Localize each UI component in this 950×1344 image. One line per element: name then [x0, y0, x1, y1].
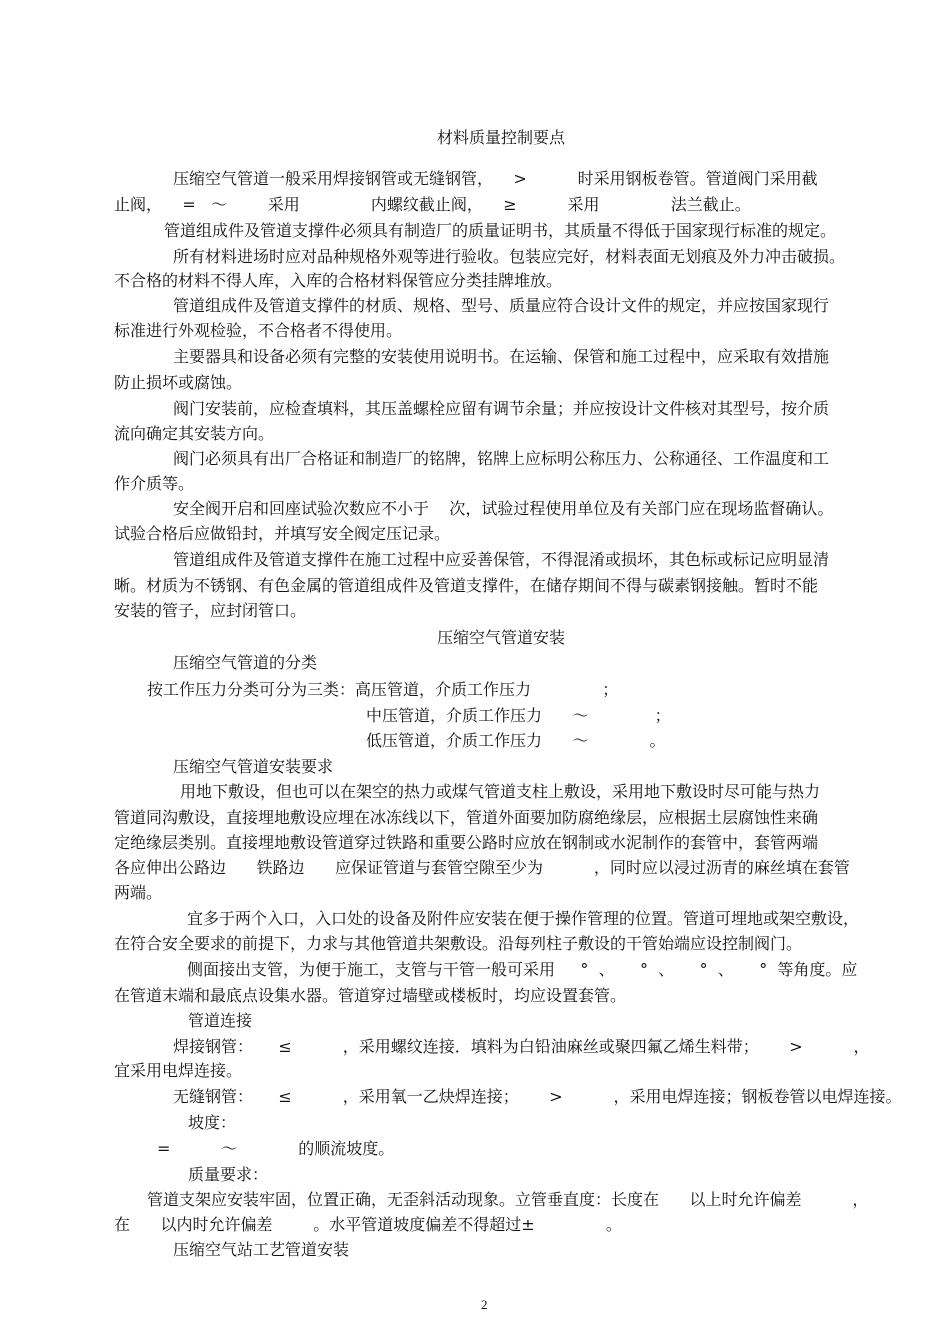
text-line: 用地下敷设，但也可以在架空的热力或煤气管道支柱上敷设，采用地下敷设时尽可能与热力	[180, 782, 821, 801]
text-line: 压缩空气管道一般采用焊接钢管或无缝钢管， > 时采用钢板卷管。管道阀门采用截	[173, 169, 818, 188]
text-line: 管道支架应安装牢固，位置正确，无歪斜活动现象。立管垂直度：长度在 以上时允许偏差 ，	[147, 1190, 869, 1209]
text-line: 主要器具和设备必须有完整的安装使用说明书。在运输、保管和施工过程中，应采取有效措施	[173, 347, 830, 366]
text-line: 在管道末端和最底点设集水器。管道穿过墙壁或楼板时，均应设置套管。	[114, 986, 627, 1005]
text-line: 管道组成件及管道支撑件在施工过程中应妥善保管，不得混淆或损坏，其色标或标记应明显清	[173, 550, 830, 569]
text-line: 阀门必须具有出厂合格证和制造厂的铭牌，铭牌上应标明公称压力、公称通径、工作温度和工	[173, 449, 830, 468]
text-line: 安全阀开启和回座试验次数应不小于 次，试验过程使用单位及有关部门应在现场监督确认。	[173, 499, 834, 518]
text-line: 试验合格后应做铅封，并填写安全阀定压记录。	[114, 524, 451, 543]
text-line: 焊接钢管： ≤ ，采用螺纹连接．填料为白铅油麻丝或聚四氟乙烯生料带； > ，	[173, 1037, 870, 1056]
text-line: 无缝钢管： ≤ ，采用氧一乙炔焊连接； > ，采用电焊连接；钢板卷管以电焊连接。	[173, 1087, 902, 1106]
text-line: 压缩空气管道的分类	[173, 653, 318, 672]
text-line: 宜多于两个入口，入口处的设备及附件应安装在便于操作管理的位置。管道可埋地或架空敷设，	[187, 909, 860, 928]
text-line: 按工作压力分类可分为三类：高压管道，介质工作压力 ；	[147, 680, 619, 699]
text-line: 低压管道，介质工作压力 ～ 。	[366, 731, 666, 750]
text-line: 压缩空气站工艺管道安装	[173, 1240, 350, 1259]
text-line: 管道同沟敷设，直接埋地敷设应埋在冰冻线以下，管道外面要加防腐绝缘层，应根据土层腐蚀性来确	[114, 808, 819, 827]
text-line: 侧面接出支管，为便于施工，支管与干管一般可采用 ° 、 ° 、 ° 、 ° 等角度。应	[187, 960, 858, 979]
text-line: 在 以内时允许偏差 。水平管道坡度偏差不得超过± 。	[114, 1215, 622, 1234]
text-line: 两端。	[114, 883, 163, 902]
section-title: 压缩空气管道安装	[437, 628, 566, 647]
text-line: 安装的管子，应封闭管口。	[114, 601, 307, 620]
text-line: 各应伸出公路边 铁路边 应保证管道与套管空隙至少为 ，同时应以浸过沥青的麻丝填在套管	[114, 858, 850, 877]
text-line: 流向确定其安装方向。	[114, 424, 275, 443]
text-line: 宜采用电焊连接。	[114, 1061, 243, 1080]
doc-title: 材料质量控制要点	[437, 128, 566, 147]
text-line: 阀门安装前，应检查填料，其压盖螺栓应留有调节余量；并应按设计文件核对其型号，按介质	[173, 399, 830, 418]
text-line: 坡度：	[188, 1113, 237, 1132]
text-line: = ～ 的顺流坡度。	[157, 1139, 395, 1158]
text-line: 压缩空气管道安装要求	[173, 757, 334, 776]
page-number: 2	[481, 1297, 488, 1312]
text-line: 管道组成件及管道支撑件必须具有制造厂的质量证明书，其质量不得低于国家现行标准的规定。	[164, 221, 837, 240]
text-line: 作介质等。	[114, 474, 195, 493]
text-line: 不合格的材料不得人库，入库的合格材料保管应分类挂牌堆放。	[114, 271, 563, 290]
text-line: 所有材料进场时应对品种规格外观等进行验收。包装应完好，材料表面无划痕及外力冲击破损。	[173, 247, 846, 266]
text-line: 晰。材质为不锈钢、有色金属的管道组成件及管道支撑件，在储存期间不得与碳素钢接触。暂时不能	[114, 576, 819, 595]
text-line: 防止损坏或腐蚀。	[114, 373, 243, 392]
text-line: 标准进行外观检验，不合格者不得使用。	[114, 321, 403, 340]
text-line: 管道组成件及管道支撑件的材质、规格、型号、质量应符合设计文件的规定，并应按国家现行	[173, 296, 830, 315]
text-line: 管道连接	[188, 1011, 253, 1030]
text-line: 定绝缘层类别。直接埋地敷设管道穿过铁路和重要公路时应放在钢制或水泥制作的套管中，套管两端	[114, 833, 819, 852]
text-line: 质量要求：	[188, 1165, 269, 1184]
text-line: 在符合安全要求的前提下，力求与其他管道共架敷设。沿每列柱子敷设的干管始端应设控制阀门。	[114, 934, 803, 953]
text-line: 止阀， = ～ 采用 内螺纹截止阀， ≥ 采用 法兰截止。	[114, 195, 751, 214]
text-line: 中压管道，介质工作压力 ～ ；	[366, 706, 671, 725]
